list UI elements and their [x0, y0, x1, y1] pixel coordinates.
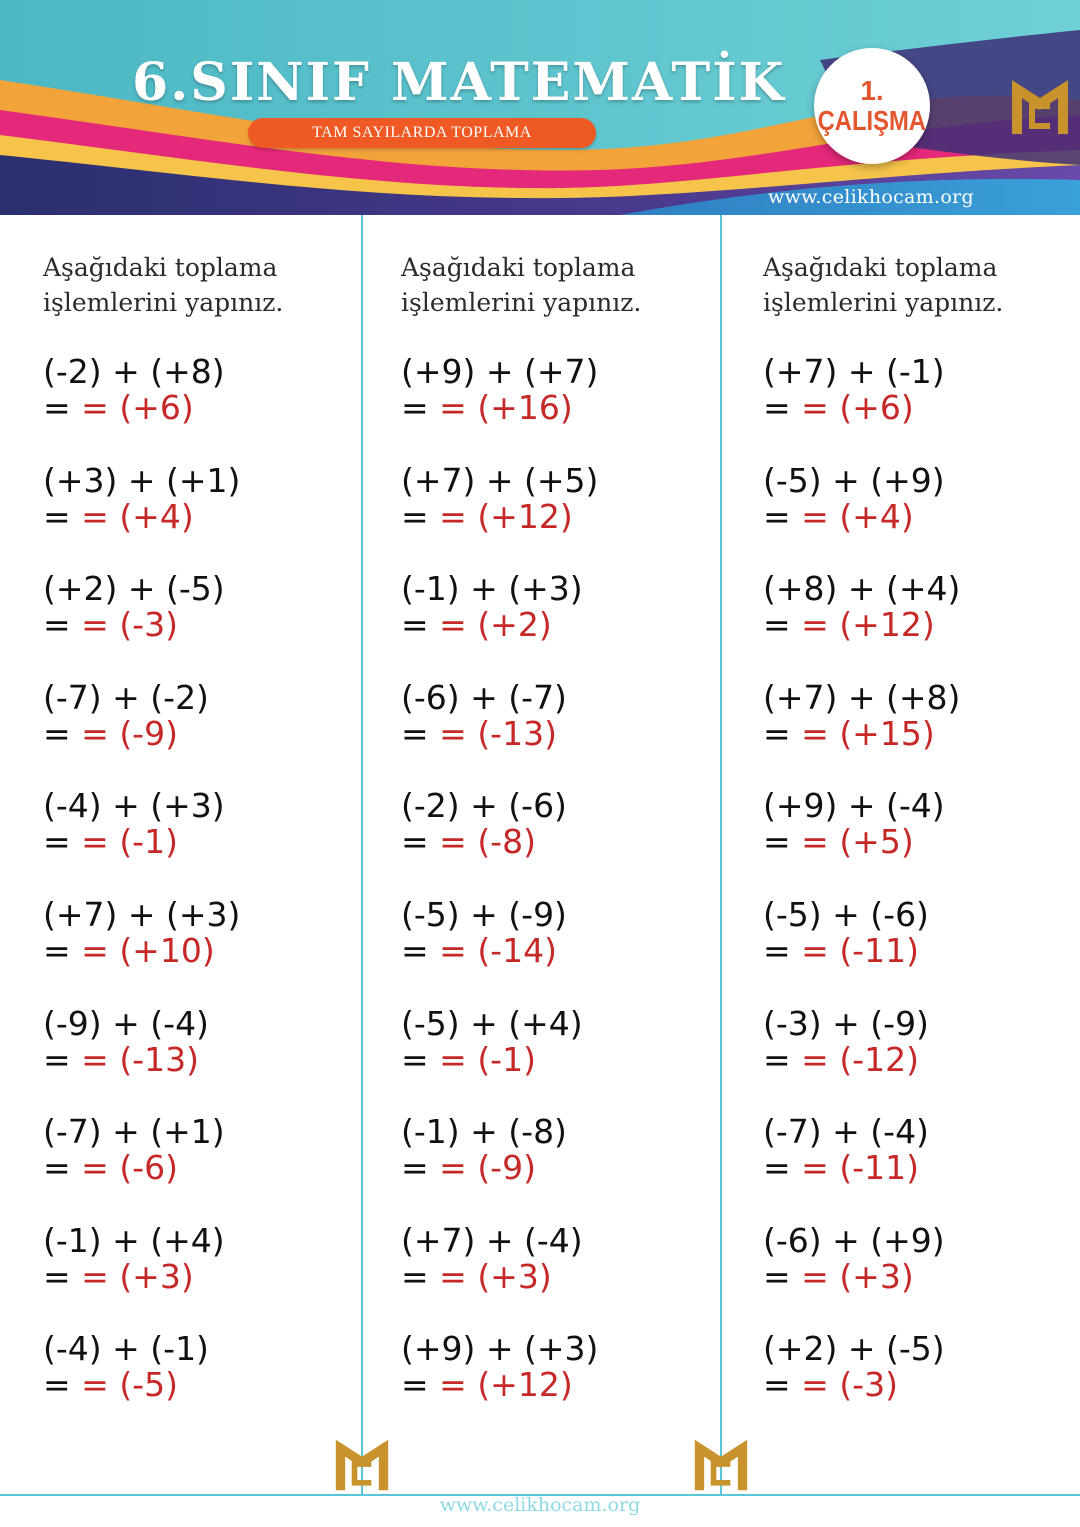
problem-expression: (+3) + (+1) — [43, 460, 241, 500]
problem-answer: (+4) — [119, 496, 194, 536]
problem-expression: (-4) + (+3) — [43, 786, 225, 826]
problem-result — [401, 713, 721, 753]
problem-answer: (-13) — [477, 713, 557, 753]
problem-item — [401, 571, 721, 643]
problem-item — [401, 897, 721, 969]
problem-result — [763, 390, 1080, 426]
problem-expression: (+8) + (+4) — [763, 569, 961, 609]
equals-sign: = — [763, 388, 791, 427]
equals-sign: = — [401, 931, 429, 970]
problem-expression: (-7) + (+1) — [43, 1112, 225, 1152]
equals-sign: = — [763, 1148, 791, 1188]
equals-sign: = — [43, 822, 71, 862]
problem-result — [43, 607, 363, 643]
problem-answer: (+3) — [839, 1256, 914, 1296]
problem-result — [43, 1367, 363, 1403]
problem-expression: (-6) + (-7) — [401, 677, 567, 717]
problem-answer: (-9) — [477, 1148, 536, 1188]
equals-sign-red: = — [801, 822, 829, 862]
equals-sign: = — [401, 1256, 429, 1296]
problem-item — [43, 1331, 363, 1403]
problem-answer: (-3) — [839, 1365, 898, 1405]
problem-item — [763, 677, 1080, 753]
problem-expression: (-5) + (+4) — [401, 1003, 583, 1043]
exercise-column-1 — [43, 250, 363, 1405]
problem-answer: (-8) — [477, 822, 536, 862]
equals-sign-red: = — [81, 822, 109, 862]
problem-answer: (-11) — [839, 931, 919, 970]
problem-item — [43, 1003, 363, 1079]
equals-sign: = — [763, 713, 791, 753]
equals-sign-red: = — [81, 713, 109, 753]
problem-answer: (+15) — [839, 713, 935, 753]
problem-result — [43, 390, 363, 426]
equals-sign: = — [43, 1365, 71, 1405]
problem-expression: (-7) + (-4) — [763, 1112, 929, 1152]
equals-sign: = — [43, 713, 71, 753]
problem-result — [43, 933, 363, 969]
problem-item — [763, 1220, 1080, 1296]
equals-sign: = — [43, 931, 71, 970]
problem-result — [43, 1150, 363, 1186]
equals-sign: = — [43, 388, 71, 427]
problem-expression: (-4) + (-1) — [43, 1329, 209, 1369]
problem-item — [763, 1003, 1080, 1079]
problem-result — [43, 824, 363, 860]
problem-result — [763, 1039, 1080, 1079]
equals-sign: = — [401, 496, 429, 536]
celikhocam-logo-icon — [1008, 76, 1072, 138]
problem-item — [43, 571, 363, 643]
problem-result — [763, 1150, 1080, 1186]
worksheet-badge — [814, 48, 930, 164]
problem-answer: (+10) — [119, 931, 215, 970]
problem-expression: (-1) + (+3) — [401, 569, 583, 609]
equals-sign-red: = — [801, 1148, 829, 1188]
problem-result — [43, 713, 363, 753]
problem-answer: (-12) — [839, 1039, 919, 1079]
problem-expression: (+7) + (+5) — [401, 460, 599, 500]
equals-sign: = — [763, 496, 791, 536]
equals-sign: = — [401, 1148, 429, 1188]
equals-sign-red: = — [439, 1039, 467, 1079]
equals-sign: = — [43, 496, 71, 536]
equals-sign: = — [401, 713, 429, 753]
problem-item — [43, 677, 363, 753]
equals-sign-red: = — [801, 931, 829, 970]
equals-sign-red: = — [801, 713, 829, 753]
equals-sign-red: = — [439, 713, 467, 753]
badge-number: 1. — [860, 75, 884, 106]
problem-answer: (-9) — [119, 713, 178, 753]
problem-item — [763, 1331, 1080, 1403]
subtitle: TAM SAYILARDA TOPLAMA — [312, 124, 532, 141]
equals-sign-red: = — [801, 496, 829, 536]
equals-sign: = — [763, 1365, 791, 1405]
equals-sign: = — [401, 1365, 429, 1405]
problem-answer: (+12) — [477, 496, 573, 536]
problem-answer: (-14) — [477, 931, 557, 970]
equals-sign-red: = — [801, 1365, 829, 1405]
problem-answer: (+6) — [119, 388, 194, 427]
problem-answer: (-11) — [839, 1148, 919, 1188]
equals-sign-red: = — [439, 931, 467, 970]
problem-result — [763, 1256, 1080, 1296]
equals-sign-red: = — [81, 1365, 109, 1405]
subtitle-pill — [248, 118, 596, 148]
problem-expression: (+2) + (-5) — [763, 1329, 945, 1369]
problem-item — [43, 788, 363, 860]
badge-text: ÇALIŞMA — [817, 105, 927, 136]
equals-sign-red: = — [81, 1256, 109, 1296]
problem-item — [401, 354, 721, 426]
equals-sign-red: = — [439, 1148, 467, 1188]
equals-sign: = — [401, 605, 429, 645]
equals-sign: = — [43, 1256, 71, 1296]
problem-answer: (+16) — [477, 388, 573, 427]
equals-sign-red: = — [81, 1039, 109, 1079]
problem-result — [401, 496, 721, 536]
problem-result — [763, 607, 1080, 643]
problem-answer: (-1) — [477, 1039, 536, 1079]
exercise-column-2 — [401, 250, 721, 1405]
problem-result — [43, 496, 363, 536]
problem-item — [43, 354, 363, 426]
page-title: 6.SINIF MATEMATİK — [132, 52, 786, 113]
problem-expression: (-5) + (-6) — [763, 895, 929, 934]
problem-answer: (+12) — [839, 605, 935, 645]
equals-sign-red: = — [81, 496, 109, 536]
problem-expression: (+7) + (+3) — [43, 895, 241, 934]
problem-item — [401, 677, 721, 753]
problem-result — [401, 1367, 721, 1403]
problem-result — [763, 1367, 1080, 1403]
problem-answer: (-1) — [119, 822, 178, 862]
equals-sign-red: = — [439, 388, 467, 427]
exercise-column-3 — [763, 250, 1080, 1405]
problem-item — [401, 1114, 721, 1186]
problem-result — [401, 1039, 721, 1079]
footer-url[interactable]: www.celikhocam.org — [439, 1494, 641, 1516]
problem-result — [763, 713, 1080, 753]
problem-item — [763, 354, 1080, 426]
problem-expression: (+2) + (-5) — [43, 569, 225, 609]
problem-expression: (+7) + (-1) — [763, 352, 945, 391]
problem-expression: (-5) + (-9) — [401, 895, 567, 934]
problem-result — [401, 1256, 721, 1296]
problem-item — [401, 1331, 721, 1403]
equals-sign: = — [401, 388, 429, 427]
equals-sign: = — [763, 1039, 791, 1079]
equals-sign: = — [763, 1256, 791, 1296]
problem-answer: (-6) — [119, 1148, 178, 1188]
problem-answer: (+5) — [839, 822, 914, 862]
equals-sign: = — [763, 605, 791, 645]
equals-sign: = — [763, 931, 791, 970]
problem-item — [401, 460, 721, 536]
equals-sign-red: = — [81, 605, 109, 645]
problem-expression: (-1) + (-8) — [401, 1112, 567, 1152]
problem-result — [763, 496, 1080, 536]
problem-answer: (+3) — [119, 1256, 194, 1296]
problem-result — [401, 933, 721, 969]
problem-answer: (+12) — [477, 1365, 573, 1405]
problem-item — [43, 460, 363, 536]
problem-answer: (+2) — [477, 605, 552, 645]
problem-result — [401, 1150, 721, 1186]
problem-result — [401, 607, 721, 643]
problem-result — [43, 1039, 363, 1079]
problem-answer: (-5) — [119, 1365, 178, 1405]
problem-item — [763, 571, 1080, 643]
problem-answer: (-3) — [119, 605, 178, 645]
problem-expression: (+9) + (+7) — [401, 352, 599, 391]
problem-answer: (-13) — [119, 1039, 199, 1079]
problem-expression: (-2) + (+8) — [43, 352, 225, 391]
equals-sign-red: = — [439, 1256, 467, 1296]
problem-item — [43, 1220, 363, 1296]
problem-item — [763, 897, 1080, 969]
equals-sign-red: = — [439, 1365, 467, 1405]
problem-item — [401, 1003, 721, 1079]
problem-answer: (+6) — [839, 388, 914, 427]
problem-item — [43, 897, 363, 969]
equals-sign-red: = — [439, 822, 467, 862]
equals-sign-red: = — [801, 605, 829, 645]
instruction-text: Aşağıdaki toplama işlemlerini yapınız. — [43, 253, 284, 317]
problem-item — [401, 788, 721, 860]
problem-result — [401, 390, 721, 426]
problem-item — [763, 460, 1080, 536]
equals-sign-red: = — [801, 1039, 829, 1079]
problem-expression: (-9) + (-4) — [43, 1003, 209, 1043]
problem-expression: (+7) + (-4) — [401, 1220, 583, 1260]
problem-result — [401, 824, 721, 860]
problem-expression: (-2) + (-6) — [401, 786, 567, 826]
problem-expression: (+9) + (-4) — [763, 786, 945, 826]
problem-answer: (+3) — [477, 1256, 552, 1296]
instruction-text: Aşağıdaki toplama işlemlerini yapınız. — [401, 253, 642, 317]
equals-sign-red: = — [81, 931, 109, 970]
equals-sign: = — [401, 822, 429, 862]
problem-expression: (-5) + (+9) — [763, 460, 945, 500]
header-url[interactable]: www.celikhocam.org — [768, 186, 974, 208]
equals-sign: = — [401, 1039, 429, 1079]
problem-expression: (-1) + (+4) — [43, 1220, 225, 1260]
celikhocam-logo-icon — [332, 1436, 392, 1494]
problem-expression: (+7) + (+8) — [763, 677, 961, 717]
problem-item — [43, 1114, 363, 1186]
problem-result — [763, 933, 1080, 969]
equals-sign: = — [43, 1148, 71, 1188]
equals-sign-red: = — [801, 1256, 829, 1296]
problem-result — [763, 824, 1080, 860]
equals-sign: = — [43, 605, 71, 645]
celikhocam-logo-icon — [691, 1436, 751, 1494]
equals-sign-red: = — [81, 1148, 109, 1188]
problem-expression: (-7) + (-2) — [43, 677, 209, 717]
problem-answer: (+4) — [839, 496, 914, 536]
problem-result — [43, 1256, 363, 1296]
equals-sign-red: = — [439, 496, 467, 536]
problem-item — [401, 1220, 721, 1296]
problem-item — [763, 1114, 1080, 1186]
equals-sign-red: = — [439, 605, 467, 645]
equals-sign: = — [43, 1039, 71, 1079]
problem-expression: (-3) + (-9) — [763, 1003, 929, 1043]
problem-item — [763, 788, 1080, 860]
equals-sign-red: = — [801, 388, 829, 427]
equals-sign-red: = — [81, 388, 109, 427]
problem-expression: (-6) + (+9) — [763, 1220, 945, 1260]
equals-sign: = — [763, 822, 791, 862]
problem-expression: (+9) + (+3) — [401, 1329, 599, 1369]
instruction-text: Aşağıdaki toplama işlemlerini yapınız. — [763, 253, 1004, 317]
